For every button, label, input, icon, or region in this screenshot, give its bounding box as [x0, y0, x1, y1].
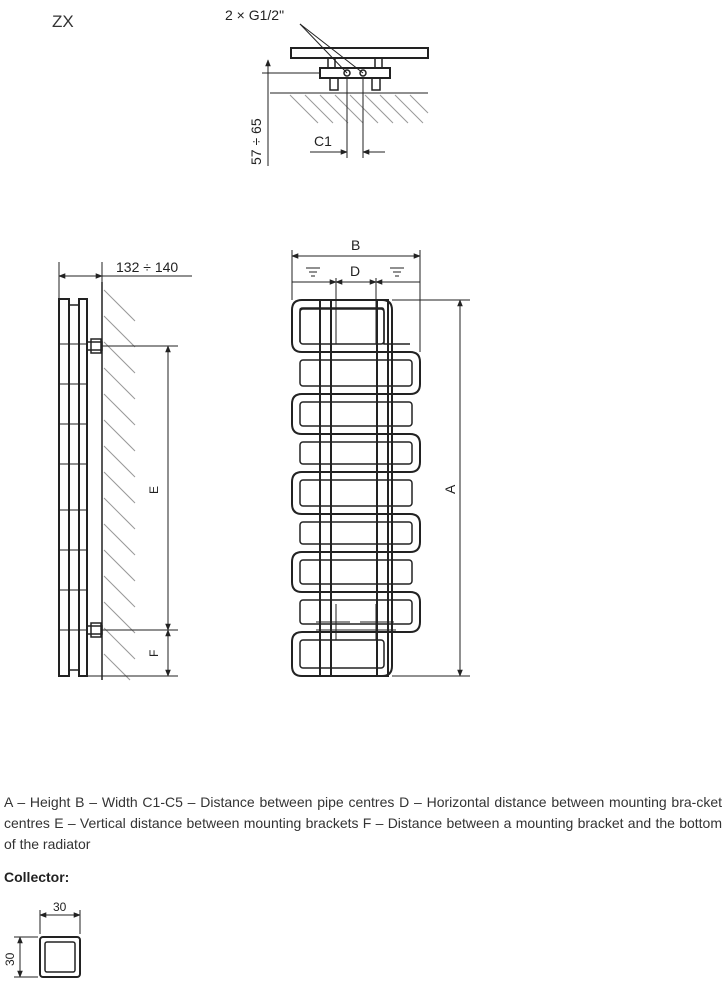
- front-view: [292, 250, 470, 676]
- collector-section: [14, 910, 80, 977]
- model-name: ZX: [52, 12, 74, 31]
- bottom-offset-label: F: [147, 649, 161, 657]
- width-label: B: [351, 237, 361, 253]
- collector-width-label: 30: [53, 900, 67, 914]
- connection-size-label: 2 × G1/2": [225, 7, 285, 23]
- side-view: [59, 262, 192, 680]
- bracket-centres-label: D: [350, 263, 361, 279]
- pipe-centres-label: C1: [314, 133, 332, 149]
- wall-distance-label: 57 ÷ 65: [248, 118, 264, 165]
- height-label: A: [442, 484, 458, 494]
- collector-height-label: 30: [3, 952, 17, 966]
- depth-label: 132 ÷ 140: [116, 259, 179, 275]
- bracket-spacing-label: E: [147, 485, 161, 494]
- top-view: [262, 24, 428, 166]
- collector-title: Collector:: [4, 869, 70, 885]
- dimension-legend: A – Height B – Width C1-C5 – Distance between pipe centres D – Horizontal distance between mounting bra-cket centres E – Vertical distance between mounting brackets F – Distance between a mounting bracket and the bottom of the radiator: [4, 794, 722, 852]
